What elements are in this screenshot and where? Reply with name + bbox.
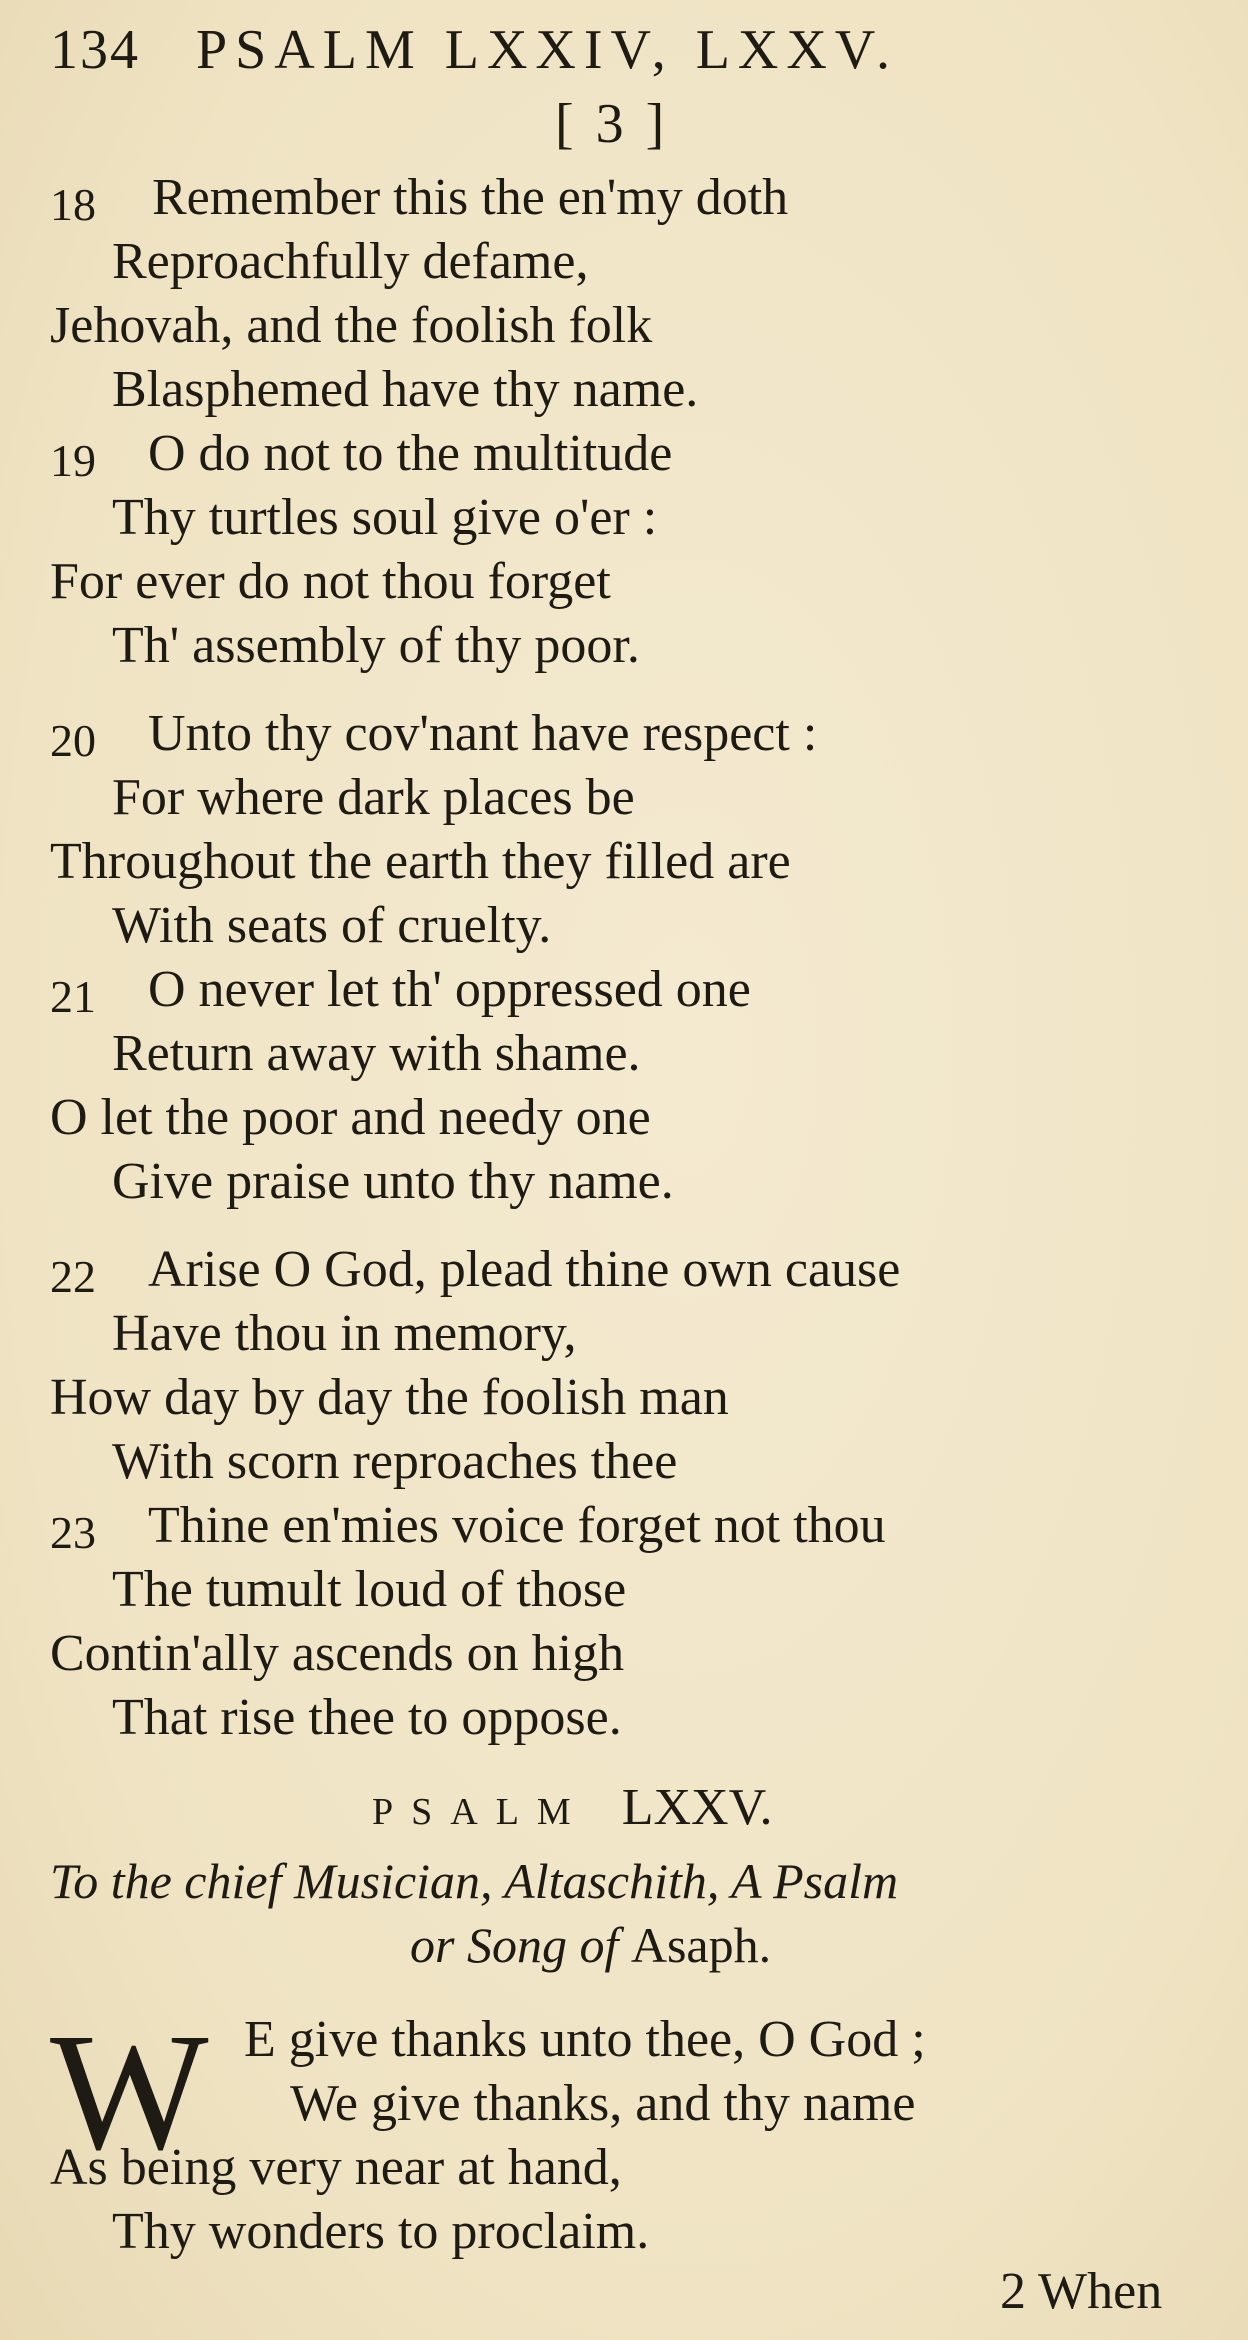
verse-number: 21 (50, 971, 96, 1022)
verse-number: 23 (50, 1507, 96, 1558)
opening-line: As being very near at hand, (50, 2139, 622, 2196)
verse-line: O let the poor and needy one (50, 1089, 651, 1146)
verse-line: Give praise unto thy name. (112, 1153, 674, 1210)
verse-line: Remember this the en'my doth (152, 169, 789, 226)
verse-line: O never let th' oppressed one (148, 961, 751, 1018)
verse-line: The tumult loud of those (112, 1561, 627, 1618)
verse-line: With scorn reproaches thee (112, 1433, 678, 1490)
psalm-subtitle-line2 (410, 1916, 771, 1974)
psalm-heading (372, 1778, 772, 1837)
verse-line: Th' assembly of thy poor. (112, 617, 640, 674)
verse-line: Throughout the earth they filled are (50, 833, 791, 890)
psalm-heading-word: PSALM (372, 1791, 589, 1833)
verse-line: Have thou in memory, (112, 1305, 577, 1362)
verse-line: Thine en'mies voice forget not thou (148, 1497, 886, 1554)
psalm-subtitle-italic: or Song of (410, 1917, 619, 1973)
verse-line: Unto thy cov'nant have respect : (148, 705, 818, 762)
verse-line: Blasphemed have thy name. (112, 361, 699, 418)
verse-number: 20 (50, 715, 96, 766)
verse-line: With seats of cruelty. (112, 897, 552, 954)
verse-line: Jehovah, and the foolish folk (50, 297, 653, 354)
opening-line: Thy wonders to proclaim. (112, 2203, 650, 2260)
catchword: 2 When (1000, 2263, 1163, 2320)
verse-number: 18 (50, 179, 96, 230)
psalm-subtitle-line1: To the chief Musician, Altaschith, A Psalm (50, 1853, 899, 1909)
verse-number: 19 (50, 435, 96, 486)
psalm-heading-numeral: LXXV. (621, 1779, 773, 1836)
psalm-subtitle-roman: Asaph. (630, 1917, 772, 1973)
verse-line: That rise thee to oppose. (112, 1689, 622, 1746)
opening-line: We give thanks, and thy name (290, 2075, 916, 2132)
running-header (50, 18, 898, 82)
verse-line: Arise O God, plead thine own cause (148, 1241, 901, 1298)
verse-number: 22 (50, 1251, 96, 1302)
drop-cap: W (50, 1999, 209, 2185)
verse-line: Contin'ally ascends on high (50, 1625, 625, 1682)
verse-line: For ever do not thou forget (50, 553, 611, 610)
page-number: 134 (50, 19, 140, 81)
running-title: PSALM LXXIV, LXXV. (196, 19, 899, 81)
section-label: [ 3 ] (555, 93, 669, 155)
verse-line: How day by day the foolish man (50, 1369, 729, 1426)
verse-line: O do not to the multitude (148, 425, 673, 482)
opening-line: E give thanks unto thee, O God ; (244, 2011, 926, 2068)
verse-line: Reproachfully defame, (112, 233, 589, 290)
verse-line: Return away with shame. (112, 1025, 641, 1082)
verse-line: Thy turtles soul give o'er : (112, 489, 658, 546)
verse-line: For where dark places be (112, 769, 635, 826)
